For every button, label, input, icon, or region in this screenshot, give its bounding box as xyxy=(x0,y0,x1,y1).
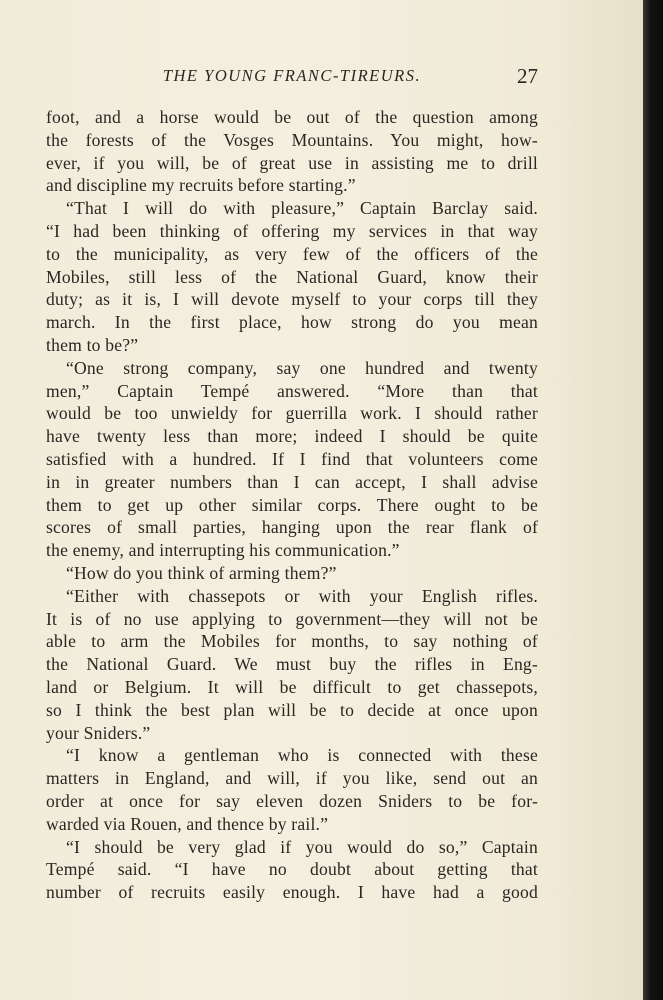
page-number: 27 xyxy=(517,64,538,88)
text-line: “I know a gentleman who is connected with these xyxy=(66,745,538,766)
text-line: able to arm the Mobiles for months, to say nothing of xyxy=(46,631,538,652)
text-line: would be too unwieldy for guerrilla work. I should rather xyxy=(46,403,538,424)
text-line: in in greater numbers than I can accept, I shall advise xyxy=(46,471,538,492)
text-line: “How do you think of arming them?” xyxy=(66,562,337,583)
text-line: have twenty less than more; indeed I should be quite xyxy=(46,426,538,447)
text-line: “Either with chassepots or with your English rifles. xyxy=(66,585,538,606)
text-line: order at once for say eleven dozen Sniders to be for- xyxy=(46,790,538,811)
text-line: them to get up other similar corps. There ought to be xyxy=(46,494,538,515)
text-line: “I had been thinking of offering my services in that way xyxy=(46,220,538,241)
text-line: the enemy, and interrupting his communication.” xyxy=(46,540,400,561)
body-text xyxy=(46,106,538,904)
text-line: to the municipality, as very few of the officers of the xyxy=(46,243,538,264)
text-line: so I think the best plan will be to decide at once upon xyxy=(46,699,538,720)
text-line: the forests of the Vosges Mountains. You might, how- xyxy=(46,129,538,150)
text-line: Tempé said. “I have no doubt about getting that xyxy=(46,859,538,880)
page-header xyxy=(46,64,538,90)
text-line: warded via Rouen, and thence by rail.” xyxy=(46,813,329,834)
text-line: ever, if you will, be of great use in assisting me to drill xyxy=(46,152,538,173)
text-line: men,” Captain Tempé answered. “More than that xyxy=(46,380,538,401)
text-line: foot, and a horse would be out of the question among xyxy=(46,107,538,127)
text-line: number of recruits easily enough. I have had a good xyxy=(46,882,538,903)
text-line: It is of no use applying to government—they will not be xyxy=(46,608,538,629)
text-line: scores of small parties, hanging upon the rear flank of xyxy=(46,517,538,538)
text-line: and discipline my recruits before starting.” xyxy=(46,175,356,196)
text-line: “One strong company, say one hundred and twenty xyxy=(66,357,538,378)
text-line: Mobiles, still less of the National Guard, know their xyxy=(46,266,538,287)
text-line: march. In the first place, how strong do you mean xyxy=(46,312,538,333)
text-line: your Sniders.” xyxy=(46,722,151,743)
text-line: satisfied with a hundred. If I find that volunteers come xyxy=(46,448,538,469)
text-line: the National Guard. We must buy the rifles in Eng- xyxy=(46,654,538,675)
text-line: “I should be very glad if you would do so,” Captain xyxy=(66,836,538,857)
text-line: “That I will do with pleasure,” Captain Barclay said. xyxy=(66,198,538,219)
running-head: THE YOUNG FRANC-TIREURS. xyxy=(162,66,422,85)
text-line: matters in England, and will, if you like, send out an xyxy=(46,768,538,789)
text-line: land or Belgium. It will be difficult to get chassepots, xyxy=(46,676,538,697)
text-line: duty; as it is, I will devote myself to your corps till they xyxy=(46,289,538,310)
book-spine-edge xyxy=(643,0,663,1000)
text-line: them to be?” xyxy=(46,334,139,355)
